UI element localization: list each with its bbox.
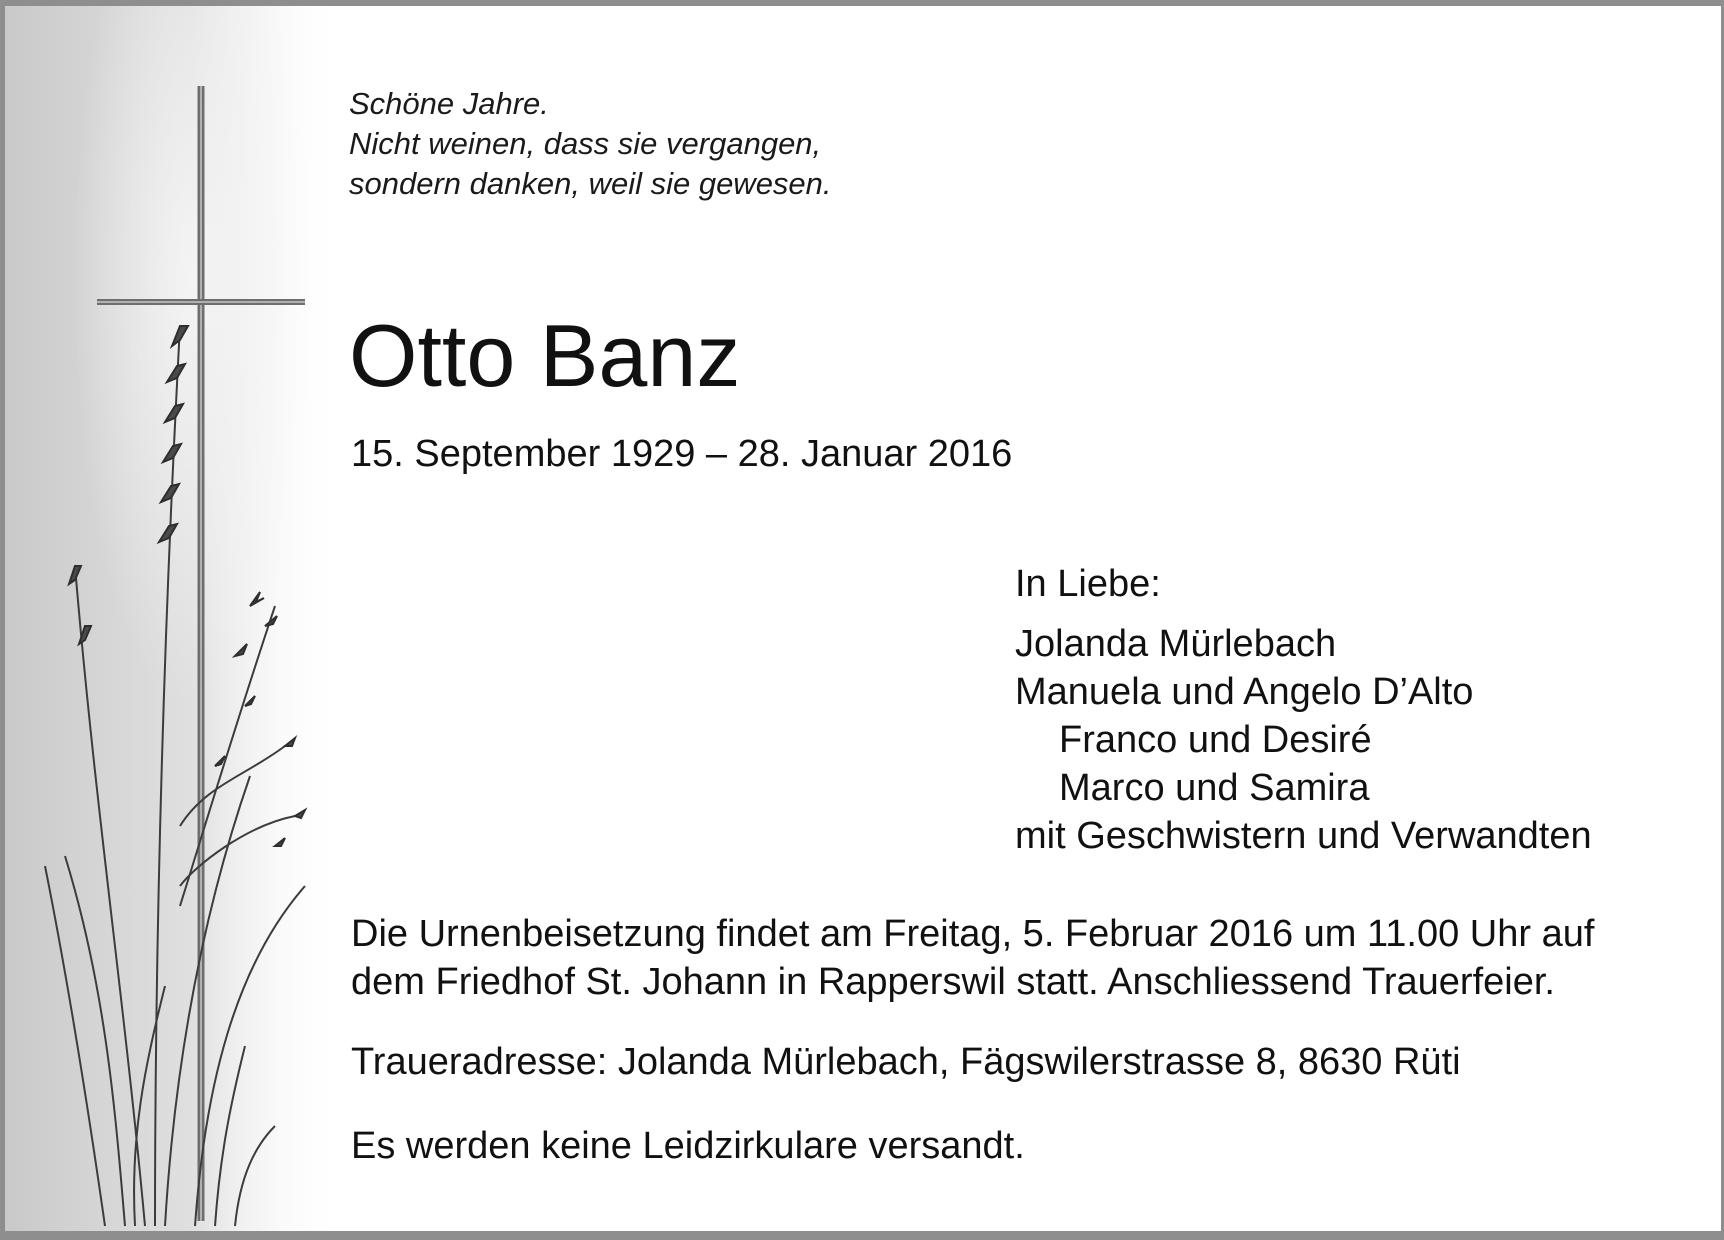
notice-line: dem Friedhof St. Johann in Rapperswil statt. Anschliessend Trauerfeier.	[351, 961, 1555, 1003]
cross-and-grass-illustration	[5, 6, 345, 1236]
deceased-name: Otto Banz	[349, 306, 741, 405]
mourners-list	[1015, 620, 1592, 860]
quote-line: Schöne Jahre.	[349, 86, 549, 121]
mourners-heading: In Liebe:	[1015, 563, 1161, 605]
mourner-line: Jolanda Mürlebach	[1015, 623, 1337, 665]
closing-note: Es werden keine Leidzirkulare versandt.	[351, 1125, 1025, 1167]
life-dates: 15. September 1929 – 28. Januar 2016	[351, 433, 1013, 475]
mourner-line: Franco und Desiré	[1059, 719, 1372, 761]
quote-line: Nicht weinen, dass sie vergangen,	[349, 126, 822, 161]
mourner-line: Marco und Samira	[1059, 767, 1370, 809]
mourning-address: Traueradresse: Jolanda Mürlebach, Fägswilerstrasse 8, 8630 Rüti	[351, 1041, 1461, 1083]
mourner-line: mit Geschwistern und Verwandten	[1015, 815, 1592, 857]
mourner-line: Manuela und Angelo D’Alto	[1015, 671, 1474, 713]
notice-line: Die Urnenbeisetzung findet am Freitag, 5. Februar 2016 um 11.00 Uhr auf	[351, 913, 1595, 955]
memorial-quote	[349, 84, 832, 204]
burial-notice	[351, 910, 1594, 1006]
quote-line: sondern danken, weil sie gewesen.	[349, 166, 832, 201]
